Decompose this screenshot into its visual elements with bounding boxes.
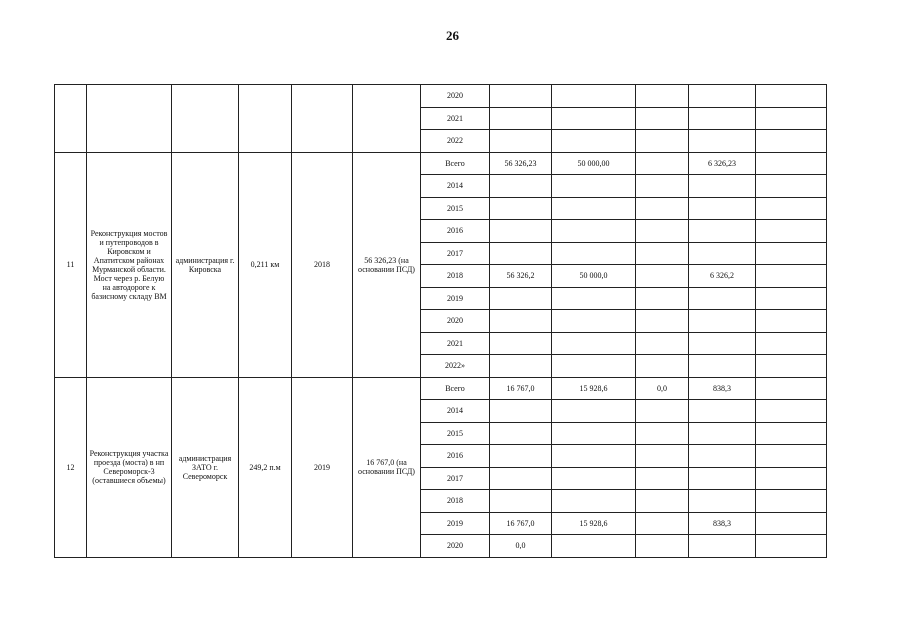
period-cell: 2016 xyxy=(421,220,490,243)
value-local: 838,3 xyxy=(689,512,756,535)
value-other xyxy=(756,512,827,535)
value-regional xyxy=(636,242,689,265)
value-total: 56 326,23 xyxy=(490,152,552,175)
value-total xyxy=(490,422,552,445)
value-other xyxy=(756,422,827,445)
period-cell: 2015 xyxy=(421,197,490,220)
value-total xyxy=(490,197,552,220)
value-federal xyxy=(552,242,636,265)
table-row xyxy=(55,85,827,108)
item-year: 2018 xyxy=(292,152,353,377)
period-cell: Всего xyxy=(421,152,490,175)
period-cell: 2017 xyxy=(421,467,490,490)
value-local xyxy=(689,287,756,310)
value-cell xyxy=(552,85,636,108)
value-federal: 15 928,6 xyxy=(552,377,636,400)
item-capacity: 0,211 км xyxy=(239,152,292,377)
value-local xyxy=(689,355,756,378)
value-regional xyxy=(636,490,689,513)
period-cell: 2015 xyxy=(421,422,490,445)
value-cell xyxy=(490,107,552,130)
value-federal xyxy=(552,400,636,423)
value-federal: 15 928,6 xyxy=(552,512,636,535)
item-capacity: 249,2 п.м xyxy=(239,377,292,557)
value-total xyxy=(490,175,552,198)
value-other xyxy=(756,175,827,198)
item-number: 11 xyxy=(55,152,87,377)
value-other xyxy=(756,490,827,513)
item-cost: 16 767,0 (на основании ПСД) xyxy=(353,377,421,557)
value-federal xyxy=(552,175,636,198)
capacity-cell xyxy=(239,85,292,153)
value-regional xyxy=(636,400,689,423)
value-federal xyxy=(552,287,636,310)
period-cell: 2018 xyxy=(421,265,490,288)
table-row xyxy=(55,152,827,175)
year-cell xyxy=(292,85,353,153)
value-total: 16 767,0 xyxy=(490,377,552,400)
period-cell: 2021 xyxy=(421,332,490,355)
value-total xyxy=(490,332,552,355)
value-cell xyxy=(490,130,552,153)
value-other xyxy=(756,535,827,558)
value-federal: 50 000,0 xyxy=(552,265,636,288)
item-operator: администрация г. Кировска xyxy=(172,152,239,377)
value-local: 838,3 xyxy=(689,377,756,400)
value-federal xyxy=(552,355,636,378)
value-cell xyxy=(756,130,827,153)
value-total xyxy=(490,445,552,468)
period-cell: 2022 xyxy=(421,130,490,153)
funding-table xyxy=(54,84,827,558)
num-cell xyxy=(55,85,87,153)
period-cell: 2017 xyxy=(421,242,490,265)
description-cell xyxy=(87,85,172,153)
period-cell: Всего xyxy=(421,377,490,400)
cost-cell xyxy=(353,85,421,153)
value-local xyxy=(689,445,756,468)
item-operator: администрация ЗАТО г. Североморск xyxy=(172,377,239,557)
value-federal: 50 000,00 xyxy=(552,152,636,175)
value-local xyxy=(689,175,756,198)
period-cell: 2019 xyxy=(421,512,490,535)
value-local xyxy=(689,535,756,558)
value-federal xyxy=(552,467,636,490)
value-federal xyxy=(552,197,636,220)
value-local xyxy=(689,400,756,423)
value-local xyxy=(689,220,756,243)
value-regional xyxy=(636,445,689,468)
period-cell: 2019 xyxy=(421,287,490,310)
value-local xyxy=(689,490,756,513)
value-cell xyxy=(636,130,689,153)
value-regional xyxy=(636,175,689,198)
value-other xyxy=(756,197,827,220)
value-federal xyxy=(552,220,636,243)
value-regional xyxy=(636,152,689,175)
value-other xyxy=(756,265,827,288)
value-federal xyxy=(552,422,636,445)
value-cell xyxy=(756,107,827,130)
value-local: 6 326,2 xyxy=(689,265,756,288)
value-other xyxy=(756,377,827,400)
value-regional xyxy=(636,467,689,490)
value-total xyxy=(490,355,552,378)
value-regional xyxy=(636,265,689,288)
value-other xyxy=(756,220,827,243)
value-cell xyxy=(756,85,827,108)
value-local xyxy=(689,310,756,333)
value-cell xyxy=(636,107,689,130)
period-cell: 2020 xyxy=(421,310,490,333)
item-number: 12 xyxy=(55,377,87,557)
value-other xyxy=(756,310,827,333)
value-regional: 0,0 xyxy=(636,377,689,400)
value-total: 56 326,2 xyxy=(490,265,552,288)
value-cell xyxy=(552,130,636,153)
value-regional xyxy=(636,220,689,243)
value-total xyxy=(490,242,552,265)
item-description: Реконструкция мостов и путепроводов в Кировском и Апатитском районах Мурманской области. Мост через р. Белую на автодороге к базисному складу ВМ xyxy=(87,152,172,377)
value-total xyxy=(490,220,552,243)
value-regional xyxy=(636,287,689,310)
value-local xyxy=(689,197,756,220)
value-other xyxy=(756,400,827,423)
value-other xyxy=(756,355,827,378)
value-cell xyxy=(552,107,636,130)
period-cell: 2020 xyxy=(421,85,490,108)
item-cost: 56 326,23 (на основании ПСД) xyxy=(353,152,421,377)
value-cell xyxy=(689,85,756,108)
period-cell: 2018 xyxy=(421,490,490,513)
period-cell: 2021 xyxy=(421,107,490,130)
period-cell: 2020 xyxy=(421,535,490,558)
value-federal xyxy=(552,535,636,558)
value-cell xyxy=(689,130,756,153)
value-cell xyxy=(490,85,552,108)
item-description: Реконструкция участка проезда (моста) в нп Североморск-3 (оставшиеся объемы) xyxy=(87,377,172,557)
value-other xyxy=(756,467,827,490)
page-number: 26 xyxy=(446,28,459,43)
value-total xyxy=(490,310,552,333)
value-regional xyxy=(636,197,689,220)
value-total: 16 767,0 xyxy=(490,512,552,535)
period-cell: 2014 xyxy=(421,400,490,423)
value-local xyxy=(689,242,756,265)
value-other xyxy=(756,332,827,355)
value-regional xyxy=(636,422,689,445)
value-other xyxy=(756,287,827,310)
value-regional xyxy=(636,512,689,535)
value-total: 0,0 xyxy=(490,535,552,558)
value-regional xyxy=(636,310,689,333)
value-total xyxy=(490,287,552,310)
value-local xyxy=(689,332,756,355)
period-cell: 2022» xyxy=(421,355,490,378)
value-regional xyxy=(636,535,689,558)
value-total xyxy=(490,467,552,490)
value-cell xyxy=(636,85,689,108)
value-other xyxy=(756,445,827,468)
value-other xyxy=(756,152,827,175)
period-cell: 2014 xyxy=(421,175,490,198)
value-local xyxy=(689,467,756,490)
table-row xyxy=(55,377,827,400)
value-federal xyxy=(552,490,636,513)
value-regional xyxy=(636,332,689,355)
value-total xyxy=(490,400,552,423)
value-total xyxy=(490,490,552,513)
value-local: 6 326,23 xyxy=(689,152,756,175)
table-body xyxy=(55,85,827,558)
operator-cell xyxy=(172,85,239,153)
value-federal xyxy=(552,445,636,468)
value-local xyxy=(689,422,756,445)
item-year: 2019 xyxy=(292,377,353,557)
value-federal xyxy=(552,310,636,333)
value-regional xyxy=(636,355,689,378)
value-cell xyxy=(689,107,756,130)
value-federal xyxy=(552,332,636,355)
value-other xyxy=(756,242,827,265)
period-cell: 2016 xyxy=(421,445,490,468)
